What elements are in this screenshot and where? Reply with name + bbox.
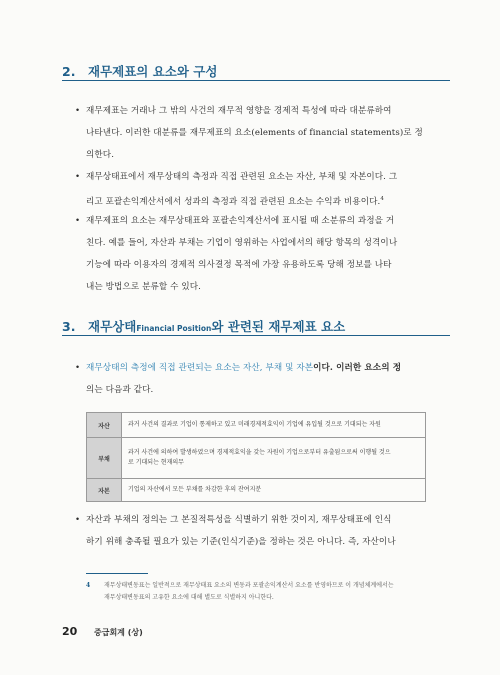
term-cell: 자산 [87,413,122,438]
text-line: 자산과 부채의 정의는 그 본질적특성을 식별하기 위한 것이지, 재무상태표에 인식 [86,515,392,525]
bullet-paragraph [75,509,442,553]
bullet-icon: • [75,106,81,116]
table-row [87,438,426,479]
text-line: 재무상태표에서 재무상태의 측정과 직접 관련된 요소는 자산, 부채 및 자본이다. 그 [86,172,398,182]
footnote-ref[interactable]: 4 [380,196,384,202]
bullet-icon: • [75,216,81,226]
text-line: 하기 위해 충족될 필요가 있는 기준(인식기준)을 정하는 것은 아니다. 즉, 자산이나 [86,537,396,547]
footnote-line: 재무상태변동표의 고유한 요소에 대해 별도로 식별하지 아니한다. [104,594,274,601]
section-number: 2. [62,64,76,79]
highlighted-text: 재무상태의 측정에 직접 관련되는 요소는 자산, 부채 및 자본 [86,363,314,373]
term-cell: 부채 [87,438,122,479]
bullet-paragraph [75,210,442,298]
definition-cell [122,438,426,479]
footnote [86,580,436,604]
table-row [87,413,426,438]
text-line: 나타낸다. 이러한 대분류를 재무제표의 요소(elements of financial statements)로 정 [86,128,423,138]
section-number: 3. [62,319,76,334]
text-fragment: 이다. 이러한 요소의 정 [313,363,402,373]
bullet-paragraph [75,100,442,166]
text-fragment: 리고 포괄손익계산서에서 성과의 측정과 직접 관련된 요소는 수익과 비용이다. [86,196,381,207]
footnote-body [104,580,436,604]
footnote-number: 4 [86,582,91,589]
text-line: 기능에 따라 이용자의 경제적 의사결정 목적에 가장 유용하도록 당해 정보를 나타 [86,260,392,270]
bullet-paragraph [75,166,442,213]
text-line: 의는 다음과 같다. [86,385,154,395]
definition-table [86,412,426,502]
section-divider [62,335,450,336]
section-title-en: Financial Position [136,324,212,333]
text-line: 의한다. [86,150,115,160]
book-title: 중급회계 (상) [94,628,143,637]
page-number: 20 [62,625,78,638]
bullet-icon: • [75,515,81,525]
section-title: 재무제표의 요소와 구성 [88,64,218,79]
footnote-divider [86,573,148,574]
bullet-icon: • [75,172,81,182]
text-line [86,357,442,379]
definition-cell [122,479,426,502]
section-divider [62,80,450,81]
footnote-line: 재무상태변동표는 일반적으로 재무상태표 요소의 변동과 포괄손익계산서 요소를 반영하므로 이 개념체계에서는 [104,582,394,589]
definition-text: 기업의 자산에서 모든 부채를 차감한 후의 잔여지분 [128,486,262,493]
table-row [87,479,426,502]
definition-text: 로 기대되는 현재의무 [128,459,184,466]
section-3-heading [62,317,345,335]
text-line: 친다. 예를 들어, 자산과 부채는 기업이 영위하는 사업에서의 해당 항목의 성격이나 [86,238,398,248]
text-line: 재무제표는 거래나 그 밖의 사건의 재무적 영향을 경제적 특성에 따라 대분류하여 [86,106,392,116]
section-title-rest: 와 관련된 재무제표 요소 [211,319,346,334]
section-2-heading [62,62,217,80]
bullet-icon: • [75,363,81,373]
definition-text: 과거 사건의 결과로 기업이 통제하고 있고 미래경제적효익이 기업에 유입될 것으로 기대되는 자원 [128,421,381,428]
text-line: 내는 방법으로 분류할 수 있다. [86,282,201,292]
term-cell: 자본 [87,479,122,502]
section-title-ko: 재무상태 [88,319,137,334]
definition-text: 과거 사건에 의하여 발생하였으며 경제적효익을 갖는 자원이 기업으로부터 유출됨으로써 이행될 것으 [128,449,391,456]
definition-cell [122,413,426,438]
bullet-paragraph [75,357,442,401]
text-line: 재무제표의 요소는 재무상태표와 포괄손익계산서에 표시될 때 소분류의 과정을 거 [86,216,395,226]
